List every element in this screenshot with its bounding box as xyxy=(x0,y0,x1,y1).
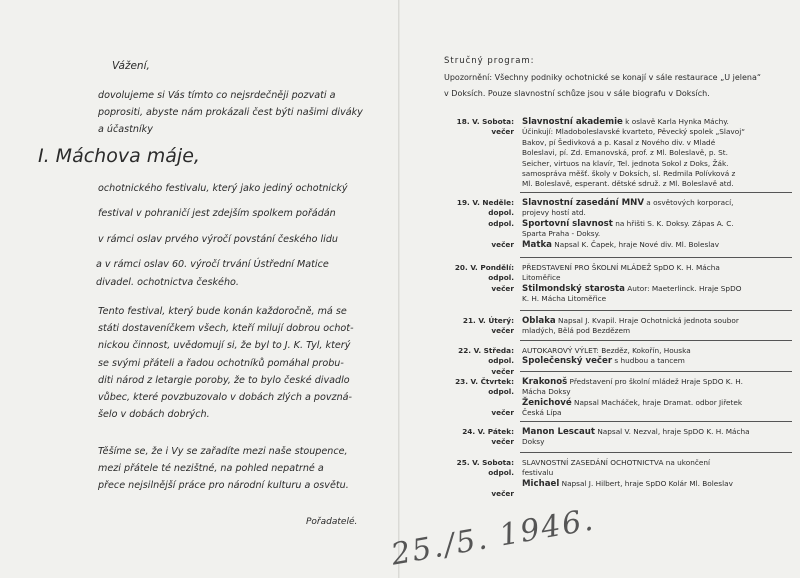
event-line xyxy=(522,479,788,489)
event-detail: Mácha Doksy xyxy=(522,387,571,397)
handwritten-date: 25./5. 1946. xyxy=(388,502,598,573)
invitation-body-line: festival v pohraničí jest zdejším spolkem pořádán xyxy=(98,208,336,219)
program-notice xyxy=(444,70,789,102)
event-description xyxy=(522,263,788,305)
event-detail: Sparta Praha - Doksy. xyxy=(522,229,601,239)
event-line xyxy=(522,437,788,447)
notice-line: Upozornění: Všechny podniky ochotnické se konají v sále restaurace „U jelena“ xyxy=(444,73,762,82)
intro-line: dovolujeme si Vás tímto co nejsrdečněji pozvati a xyxy=(98,90,336,101)
event-title: Slavnostní zasedání MNV xyxy=(522,198,644,208)
event-line xyxy=(522,316,788,326)
event-detail: Napsal Macháček, hraje Dramat. odbor Jiřetek xyxy=(571,397,743,407)
invitation-body-line: ochotnického festivalu, který jako jediný ochotnický xyxy=(98,183,348,194)
event-line xyxy=(522,138,788,148)
invitation-page xyxy=(0,0,398,578)
invitation-body-line: v rámci oslav prvého výročí povstání českého lidu xyxy=(98,234,339,245)
event-period: odpol. xyxy=(488,356,514,366)
event-separator xyxy=(520,257,792,258)
event-detail: Napsal J. Kvapil. Hraje Ochotnická jednota soubor xyxy=(555,316,739,325)
event-line xyxy=(522,169,788,179)
event-periods xyxy=(442,273,514,294)
event-date xyxy=(442,117,514,127)
invitation-body-line: a v rámci oslav 60. výročí trvání Ústřední Matice xyxy=(96,259,329,270)
event-line xyxy=(522,208,788,218)
event-title: Stilmondský starosta xyxy=(522,283,625,294)
event-periods xyxy=(442,468,514,499)
event-line xyxy=(522,219,788,229)
event-date xyxy=(442,458,514,468)
event-detail: PŘEDSTAVENÍ PRO ŠKOLNÍ MLÁDEŽ SpDO K. H. Mácha xyxy=(522,263,720,272)
event-periods xyxy=(442,437,514,447)
event-description xyxy=(522,316,788,337)
event-period: odpol. xyxy=(488,273,514,283)
event-separator xyxy=(520,340,792,341)
event-periods xyxy=(442,208,514,250)
event-detail: Napsal K. Čapek, hraje Nové div. Ml. Boleslav xyxy=(551,239,720,249)
event-date-text: 25. V. Sobota: xyxy=(456,458,514,467)
intro-line: a účastníky xyxy=(98,124,153,135)
event-description xyxy=(522,427,788,448)
program-heading: Stručný program: xyxy=(444,56,535,66)
event-description xyxy=(522,346,788,367)
event-date-text: 19. V. Neděle: xyxy=(456,198,514,207)
event-detail: festivalu xyxy=(522,468,554,478)
event-line xyxy=(522,427,788,437)
event-date-text: 23. V. Čtvrtek: xyxy=(455,377,514,386)
event-line xyxy=(522,387,788,397)
event-detail: Představení pro školní mládež Hraje SpDO K. H. xyxy=(567,377,743,386)
event-date xyxy=(442,198,514,208)
event-date xyxy=(442,427,514,437)
event-detail: Autor: Maeterlinck. Hraje SpDO xyxy=(624,283,742,293)
invitation-body-line: mezi přátele té nezištné, na pohled nepatrné a xyxy=(98,463,324,474)
event-detail: s hudbou a tancem xyxy=(612,356,685,366)
event-line xyxy=(522,159,788,169)
event-date xyxy=(442,346,514,356)
event-line xyxy=(522,127,788,137)
event-detail: Boleslavi, pí. Zd. Emanovská, prof. z Ml. Boleslavě, p. St. xyxy=(522,148,728,158)
invitation-body-line: šelo v dobách dobrých. xyxy=(98,409,210,420)
event-line xyxy=(522,468,788,478)
event-date xyxy=(442,377,514,387)
event-line xyxy=(522,148,788,158)
event-title: Společenský večer xyxy=(522,356,613,367)
event-period: večer xyxy=(491,239,514,249)
invitation-body-line: vůbec, které povzbuzovalo v dobách zlých a povzná- xyxy=(98,392,352,403)
event-detail: Litoměřice xyxy=(522,273,561,283)
event-title: Krakonoš xyxy=(522,377,568,387)
event-date-text: 18. V. Sobota: xyxy=(456,117,514,126)
event-date-text: 20. V. Pondělí: xyxy=(454,263,514,272)
invitation-body-line: přece nejsilnější práce pro národní kulturu a osvětu. xyxy=(98,480,349,491)
event-detail: Ml. Boleslavě, esperant. dětské sdruž. z Ml. Boleslavě atd. xyxy=(522,179,734,189)
event-period: dopol. xyxy=(488,208,514,218)
event-line xyxy=(522,198,788,208)
invitation-body-line: nickou činnost, uvědomují si, že byl to J. K. Tyl, který xyxy=(98,340,351,351)
event-periods xyxy=(442,127,514,137)
event-detail: projevy hostí atd. xyxy=(522,208,586,218)
event-line xyxy=(522,117,788,127)
event-title: Slavnostní akademie xyxy=(522,117,623,127)
event-detail: Napsal V. Nezval, hraje SpDO K. H. Mácha xyxy=(595,427,750,436)
event-detail: mladých, Bělá pod Bezdězem xyxy=(522,326,631,336)
event-detail: AUTOKAROVÝ VÝLET: Bezděz, Kokořín, Houska xyxy=(522,346,691,355)
event-line xyxy=(522,356,788,366)
festival-title: I. Máchova máje, xyxy=(38,145,200,167)
event-period: večer xyxy=(491,437,514,447)
event-line xyxy=(522,377,788,387)
center-fold xyxy=(398,0,400,578)
salutation: Vážení, xyxy=(112,60,150,72)
event-line xyxy=(522,179,788,189)
event-separator xyxy=(520,421,792,422)
event-date-text: 24. V. Pátek: xyxy=(462,427,514,436)
event-periods xyxy=(442,326,514,336)
event-line xyxy=(522,326,788,336)
event-description xyxy=(522,117,788,190)
event-description xyxy=(522,377,788,419)
invitation-body-line: státi dostaveníčkem všech, kteří milují dobrou ochot- xyxy=(98,323,354,334)
event-line xyxy=(522,398,788,408)
event-detail: Účinkují: Mladoboleslavské kvarteto, Pěvecký spolek „Slavoj“ xyxy=(522,127,746,137)
invitation-body-line: divadel. ochotnictva českého. xyxy=(96,277,239,288)
event-period: odpol. xyxy=(488,387,514,397)
event-line xyxy=(522,240,788,250)
program-page xyxy=(402,0,800,578)
event-period: večer xyxy=(491,326,514,336)
invitation-body-line: se svými přáteli a řadou ochotníků pomáhal probu- xyxy=(98,358,344,369)
event-date-text: 22. V. Středa: xyxy=(458,346,514,355)
event-period: večer xyxy=(491,408,514,418)
event-detail: Napsal J. Hilbert, hraje SpDO Kolár Ml. Boleslav xyxy=(559,478,733,488)
event-date xyxy=(442,316,514,326)
event-title: Matka xyxy=(522,239,552,250)
event-description xyxy=(522,458,788,489)
invitation-body-line: Tento festival, který bude konán každoročně, má se xyxy=(98,306,347,317)
notice-line: v Doksích. Pouze slavnostní schůze jsou v sále biografu v Doksích. xyxy=(444,89,710,98)
event-period: odpol. xyxy=(488,218,514,228)
event-line xyxy=(522,273,788,283)
event-line xyxy=(522,408,788,418)
event-detail: SLAVNOSTNÍ ZASEDÁNÍ OCHOTNICTVA na ukončení xyxy=(522,458,711,467)
event-separator xyxy=(520,371,792,372)
event-period: večer xyxy=(491,127,514,137)
event-line xyxy=(522,294,788,304)
event-periods xyxy=(442,356,514,377)
signature: Pořadatelé. xyxy=(306,517,358,527)
event-detail: k oslavě Karla Hynka Máchy. xyxy=(622,117,729,126)
event-line xyxy=(522,229,788,239)
event-line xyxy=(522,346,788,356)
invitation-body-line: diti národ z letargie poroby, že to bylo české divadlo xyxy=(98,375,350,386)
event-title: Oblaka xyxy=(522,316,556,326)
event-description xyxy=(522,198,788,250)
event-title: Ženichové xyxy=(522,397,572,408)
event-title: Sportovní slavnost xyxy=(522,218,613,229)
event-period xyxy=(442,229,514,239)
event-line xyxy=(522,284,788,294)
event-date xyxy=(442,263,514,273)
event-period: odpol. xyxy=(488,468,514,478)
event-detail: a osvětových korporací, xyxy=(643,198,734,207)
event-separator xyxy=(520,310,792,311)
event-period xyxy=(442,479,514,489)
event-title: Manon Lescaut xyxy=(522,427,596,437)
invitation-body-line: Těšíme se, že i Vy se zařadíte mezi naše stoupence, xyxy=(98,446,348,457)
intro-line: poprositi, abyste nám prokázali čest býti našimi diváky xyxy=(98,107,363,118)
event-separator xyxy=(520,452,792,453)
event-detail: na hřišti S. K. Doksy. Zápas A. C. xyxy=(612,218,734,228)
event-detail: Doksy xyxy=(522,437,545,447)
event-period: večer xyxy=(491,283,514,293)
event-periods xyxy=(442,387,514,418)
event-title: Michael xyxy=(522,478,560,489)
event-date-text: 21. V. Úterý: xyxy=(462,316,514,325)
event-separator xyxy=(520,192,792,193)
event-detail: Bakov, pí Šedivková a p. Kasal z Nového div. v Mladé xyxy=(522,137,716,147)
event-detail: Seicher, virtuos na klavír, Tel. jednota Sokol z Doks, Žák. xyxy=(522,158,729,168)
event-detail: K. H. Mácha Litoměřice xyxy=(522,294,607,304)
event-detail: samospráva měšť. školy v Doksích, sl. Redmila Polívková z xyxy=(522,169,736,179)
event-line xyxy=(522,458,788,468)
event-period: večer xyxy=(491,489,514,499)
event-line xyxy=(522,263,788,273)
event-detail: Česká Lípa xyxy=(522,408,562,418)
event-period xyxy=(442,398,514,408)
event-period: večer xyxy=(491,366,514,376)
